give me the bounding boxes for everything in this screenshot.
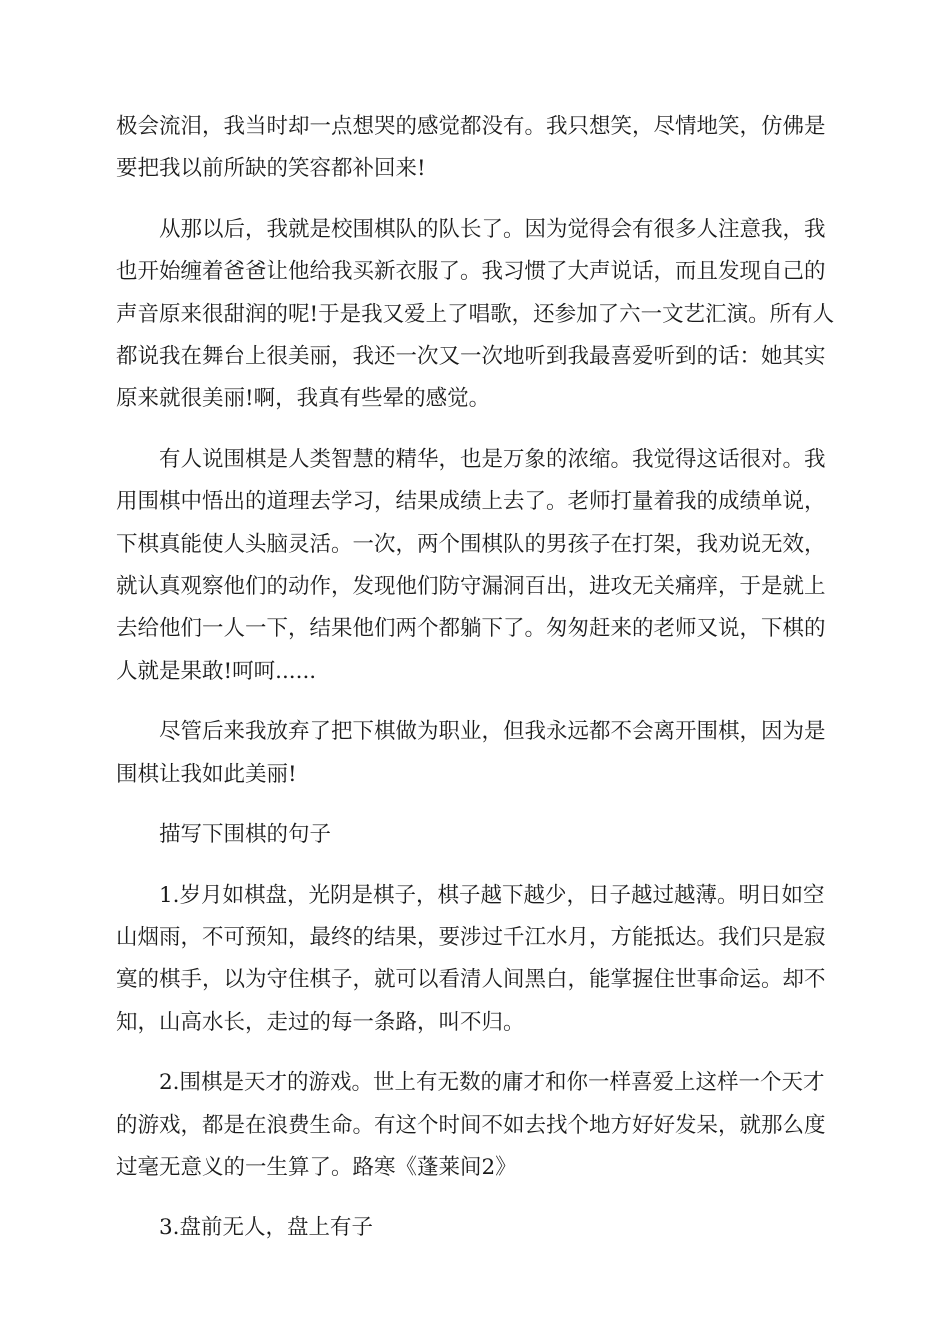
paragraph-4: 尽管后来我放弃了把下棋做为职业，但我永远都不会离开围棋，因为是围棋让我如此美丽!: [116, 719, 826, 787]
paragraph-1: 极会流泪，我当时却一点想哭的感觉都没有。我只想笑，尽情地笑，仿佛是要把我以前所缺的笑容都补回来!: [116, 114, 826, 182]
document-page: [116, 106, 836, 1268]
list-item-3: 3.盘前无人，盘上有子: [159, 1215, 374, 1241]
section-heading: 描写下围棋的句子: [159, 822, 332, 848]
list-item-2: 2.围棋是天才的游戏。世上有无数的庸才和你一样喜爱上这样一个天才的游戏，都是在浪费生命。有这个时间不如去找个地方好好发呆，就那么度过毫无意义的一生算了。路寒《蓬莱间2》: [116, 1070, 826, 1180]
paragraph-2: 从那以后，我就是校围棋队的队长了。因为觉得会有很多人注意我，我也开始缠着爸爸让他给我买新衣服了。我习惯了大声说话，而且发现自己的声音原来很甜润的呢!于是我又爱上了唱歌，还参加了六一文艺汇演。所有人都说我在舞台上很美丽，我还一次又一次地听到我最喜爱听到的话：她其实原来就很美丽!啊，我真有些晕的感觉。: [116, 216, 835, 412]
list-item-1: 1.岁月如棋盘，光阴是棋子，棋子越下越少，日子越过越薄。明日如空山烟雨，不可预知，最终的结果，要涉过千江水月，方能抵达。我们只是寂寞的棋手，以为守住棋子，就可以看清人间黑白，能掌握住世事命运。却不知，山高水长，走过的每一条路，叫不归。: [116, 882, 826, 1035]
paragraph-3: 有人说围棋是人类智慧的精华，也是万象的浓缩。我觉得这话很对。我用围棋中悟出的道理去学习，结果成绩上去了。老师打量着我的成绩单说，下棋真能使人头脑灵活。一次，两个围棋队的男孩子在打架，我劝说无效，就认真观察他们的动作，发现他们防守漏洞百出，进攻无关痛痒，于是就上去给他们一人一下，结果他们两个都躺下了。匆匆赶来的老师又说，下棋的人就是果敢!呵呵......: [116, 446, 826, 684]
